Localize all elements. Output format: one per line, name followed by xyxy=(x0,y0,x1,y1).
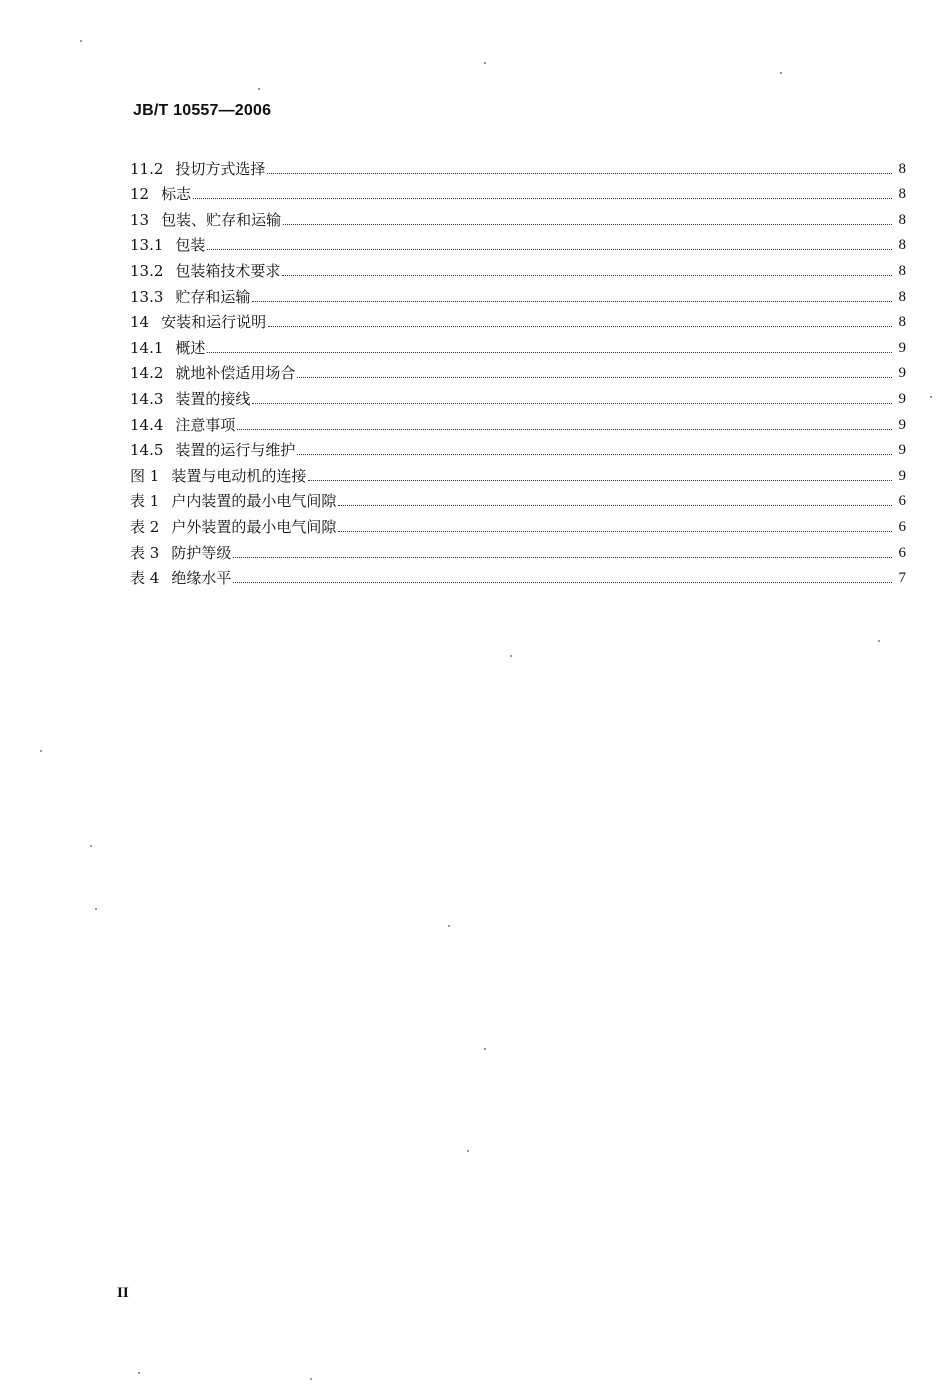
toc-entry xyxy=(130,203,906,229)
scan-speck xyxy=(310,1378,312,1380)
toc-entry xyxy=(130,382,906,408)
toc-entry xyxy=(130,254,906,280)
toc-dot-leader xyxy=(338,505,892,506)
toc-entry-number: 14.1 xyxy=(130,338,164,357)
toc-entry xyxy=(130,434,906,460)
scan-speck xyxy=(467,1150,469,1152)
toc-entry-title: 包装 xyxy=(175,236,206,255)
toc-entry xyxy=(130,306,906,332)
scan-speck xyxy=(448,925,450,927)
table-of-contents xyxy=(130,152,906,587)
scan-speck xyxy=(484,1048,486,1050)
toc-entry-title: 标志 xyxy=(161,185,192,204)
toc-entry-page: 9 xyxy=(898,365,906,382)
toc-entry-number: 表 4 xyxy=(130,569,160,588)
toc-dot-leader xyxy=(268,326,892,327)
toc-entry-number: 13.1 xyxy=(130,236,164,255)
scan-speck xyxy=(878,640,880,642)
toc-entry-page: 9 xyxy=(898,339,906,356)
toc-dot-leader xyxy=(252,301,892,302)
toc-dot-leader xyxy=(308,480,892,481)
toc-entry-title: 贮存和运输 xyxy=(175,287,251,306)
toc-dot-leader xyxy=(233,582,892,583)
toc-entry-page: 8 xyxy=(898,237,906,254)
toc-entry-page: 8 xyxy=(898,186,906,203)
page-number: II xyxy=(117,1285,129,1301)
toc-entry-number: 12 xyxy=(130,185,150,204)
toc-entry-number: 表 3 xyxy=(130,543,160,562)
toc-entry-number: 图 1 xyxy=(130,466,160,485)
toc-entry xyxy=(130,152,906,178)
toc-dot-leader xyxy=(283,224,892,225)
toc-entry-title: 户外装置的最小电气间隙 xyxy=(171,517,337,536)
toc-entry-page: 8 xyxy=(898,288,906,305)
toc-dot-leader xyxy=(297,377,892,378)
toc-entry-title: 就地补偿适用场合 xyxy=(175,364,296,383)
toc-entry-title: 防护等级 xyxy=(171,543,232,562)
toc-dot-leader xyxy=(252,403,892,404)
toc-dot-leader xyxy=(207,249,892,250)
toc-entry-page: 6 xyxy=(898,518,906,535)
toc-entry-page: 7 xyxy=(898,570,906,587)
scan-speck xyxy=(484,62,486,64)
toc-dot-leader xyxy=(297,454,892,455)
scan-speck xyxy=(80,40,82,42)
toc-entry-number: 14.2 xyxy=(130,364,164,383)
toc-entry-number: 13.3 xyxy=(130,287,164,306)
toc-entry-title: 注意事项 xyxy=(175,415,236,434)
scan-speck xyxy=(930,396,932,398)
toc-entry xyxy=(130,229,906,255)
toc-entry-number: 表 2 xyxy=(130,517,160,536)
scan-speck xyxy=(90,845,92,847)
toc-entry-title: 绝缘水平 xyxy=(171,569,232,588)
toc-dot-leader xyxy=(233,557,892,558)
toc-entry-page: 9 xyxy=(898,390,906,407)
scan-speck xyxy=(258,88,260,90)
toc-entry xyxy=(130,562,906,588)
scan-speck xyxy=(510,655,512,657)
toc-entry-page: 8 xyxy=(898,211,906,228)
toc-entry-number: 14.5 xyxy=(130,441,164,460)
toc-dot-leader xyxy=(267,173,892,174)
toc-entry-page: 8 xyxy=(898,262,906,279)
toc-dot-leader xyxy=(282,275,892,276)
toc-entry-number: 14 xyxy=(130,313,150,332)
toc-entry-page: 6 xyxy=(898,544,906,561)
toc-dot-leader xyxy=(207,352,892,353)
scan-speck xyxy=(138,1372,140,1374)
toc-dot-leader xyxy=(193,198,892,199)
toc-entry-title: 装置的运行与维护 xyxy=(175,441,296,460)
toc-entry-title: 户内装置的最小电气间隙 xyxy=(171,492,337,511)
toc-entry-page: 8 xyxy=(898,314,906,331)
toc-entry-number: 11.2 xyxy=(130,159,164,178)
standard-code-header: JB/T 10557—2006 xyxy=(133,102,272,119)
toc-entry xyxy=(130,510,906,536)
toc-entry xyxy=(130,178,906,204)
toc-entry xyxy=(130,485,906,511)
toc-entry-title: 安装和运行说明 xyxy=(161,313,267,332)
toc-entry-title: 包装、贮存和运输 xyxy=(161,210,282,229)
toc-entry-number: 14.3 xyxy=(130,389,164,408)
scan-speck xyxy=(95,908,97,910)
toc-entry-number: 14.4 xyxy=(130,415,164,434)
toc-entry-title: 概述 xyxy=(175,338,206,357)
toc-entry xyxy=(130,331,906,357)
toc-entry-number: 表 1 xyxy=(130,492,160,511)
toc-entry-number: 13.2 xyxy=(130,261,164,280)
toc-entry xyxy=(130,459,906,485)
toc-entry-title: 包装箱技术要求 xyxy=(175,261,281,280)
scan-speck xyxy=(780,72,782,74)
toc-entry xyxy=(130,280,906,306)
toc-entry-title: 投切方式选择 xyxy=(175,159,266,178)
toc-entry xyxy=(130,408,906,434)
toc-entry-page: 6 xyxy=(898,493,906,510)
toc-entry-number: 13 xyxy=(130,210,150,229)
toc-dot-leader xyxy=(237,429,892,430)
toc-entry-title: 装置的接线 xyxy=(175,389,251,408)
toc-entry-title: 装置与电动机的连接 xyxy=(171,466,307,485)
toc-entry xyxy=(130,357,906,383)
toc-entry xyxy=(130,536,906,562)
toc-entry-page: 8 xyxy=(898,160,906,177)
toc-dot-leader xyxy=(338,531,892,532)
toc-entry-page: 9 xyxy=(898,416,906,433)
scan-speck xyxy=(40,750,42,752)
toc-entry-page: 9 xyxy=(898,467,906,484)
toc-entry-page: 9 xyxy=(898,442,906,459)
